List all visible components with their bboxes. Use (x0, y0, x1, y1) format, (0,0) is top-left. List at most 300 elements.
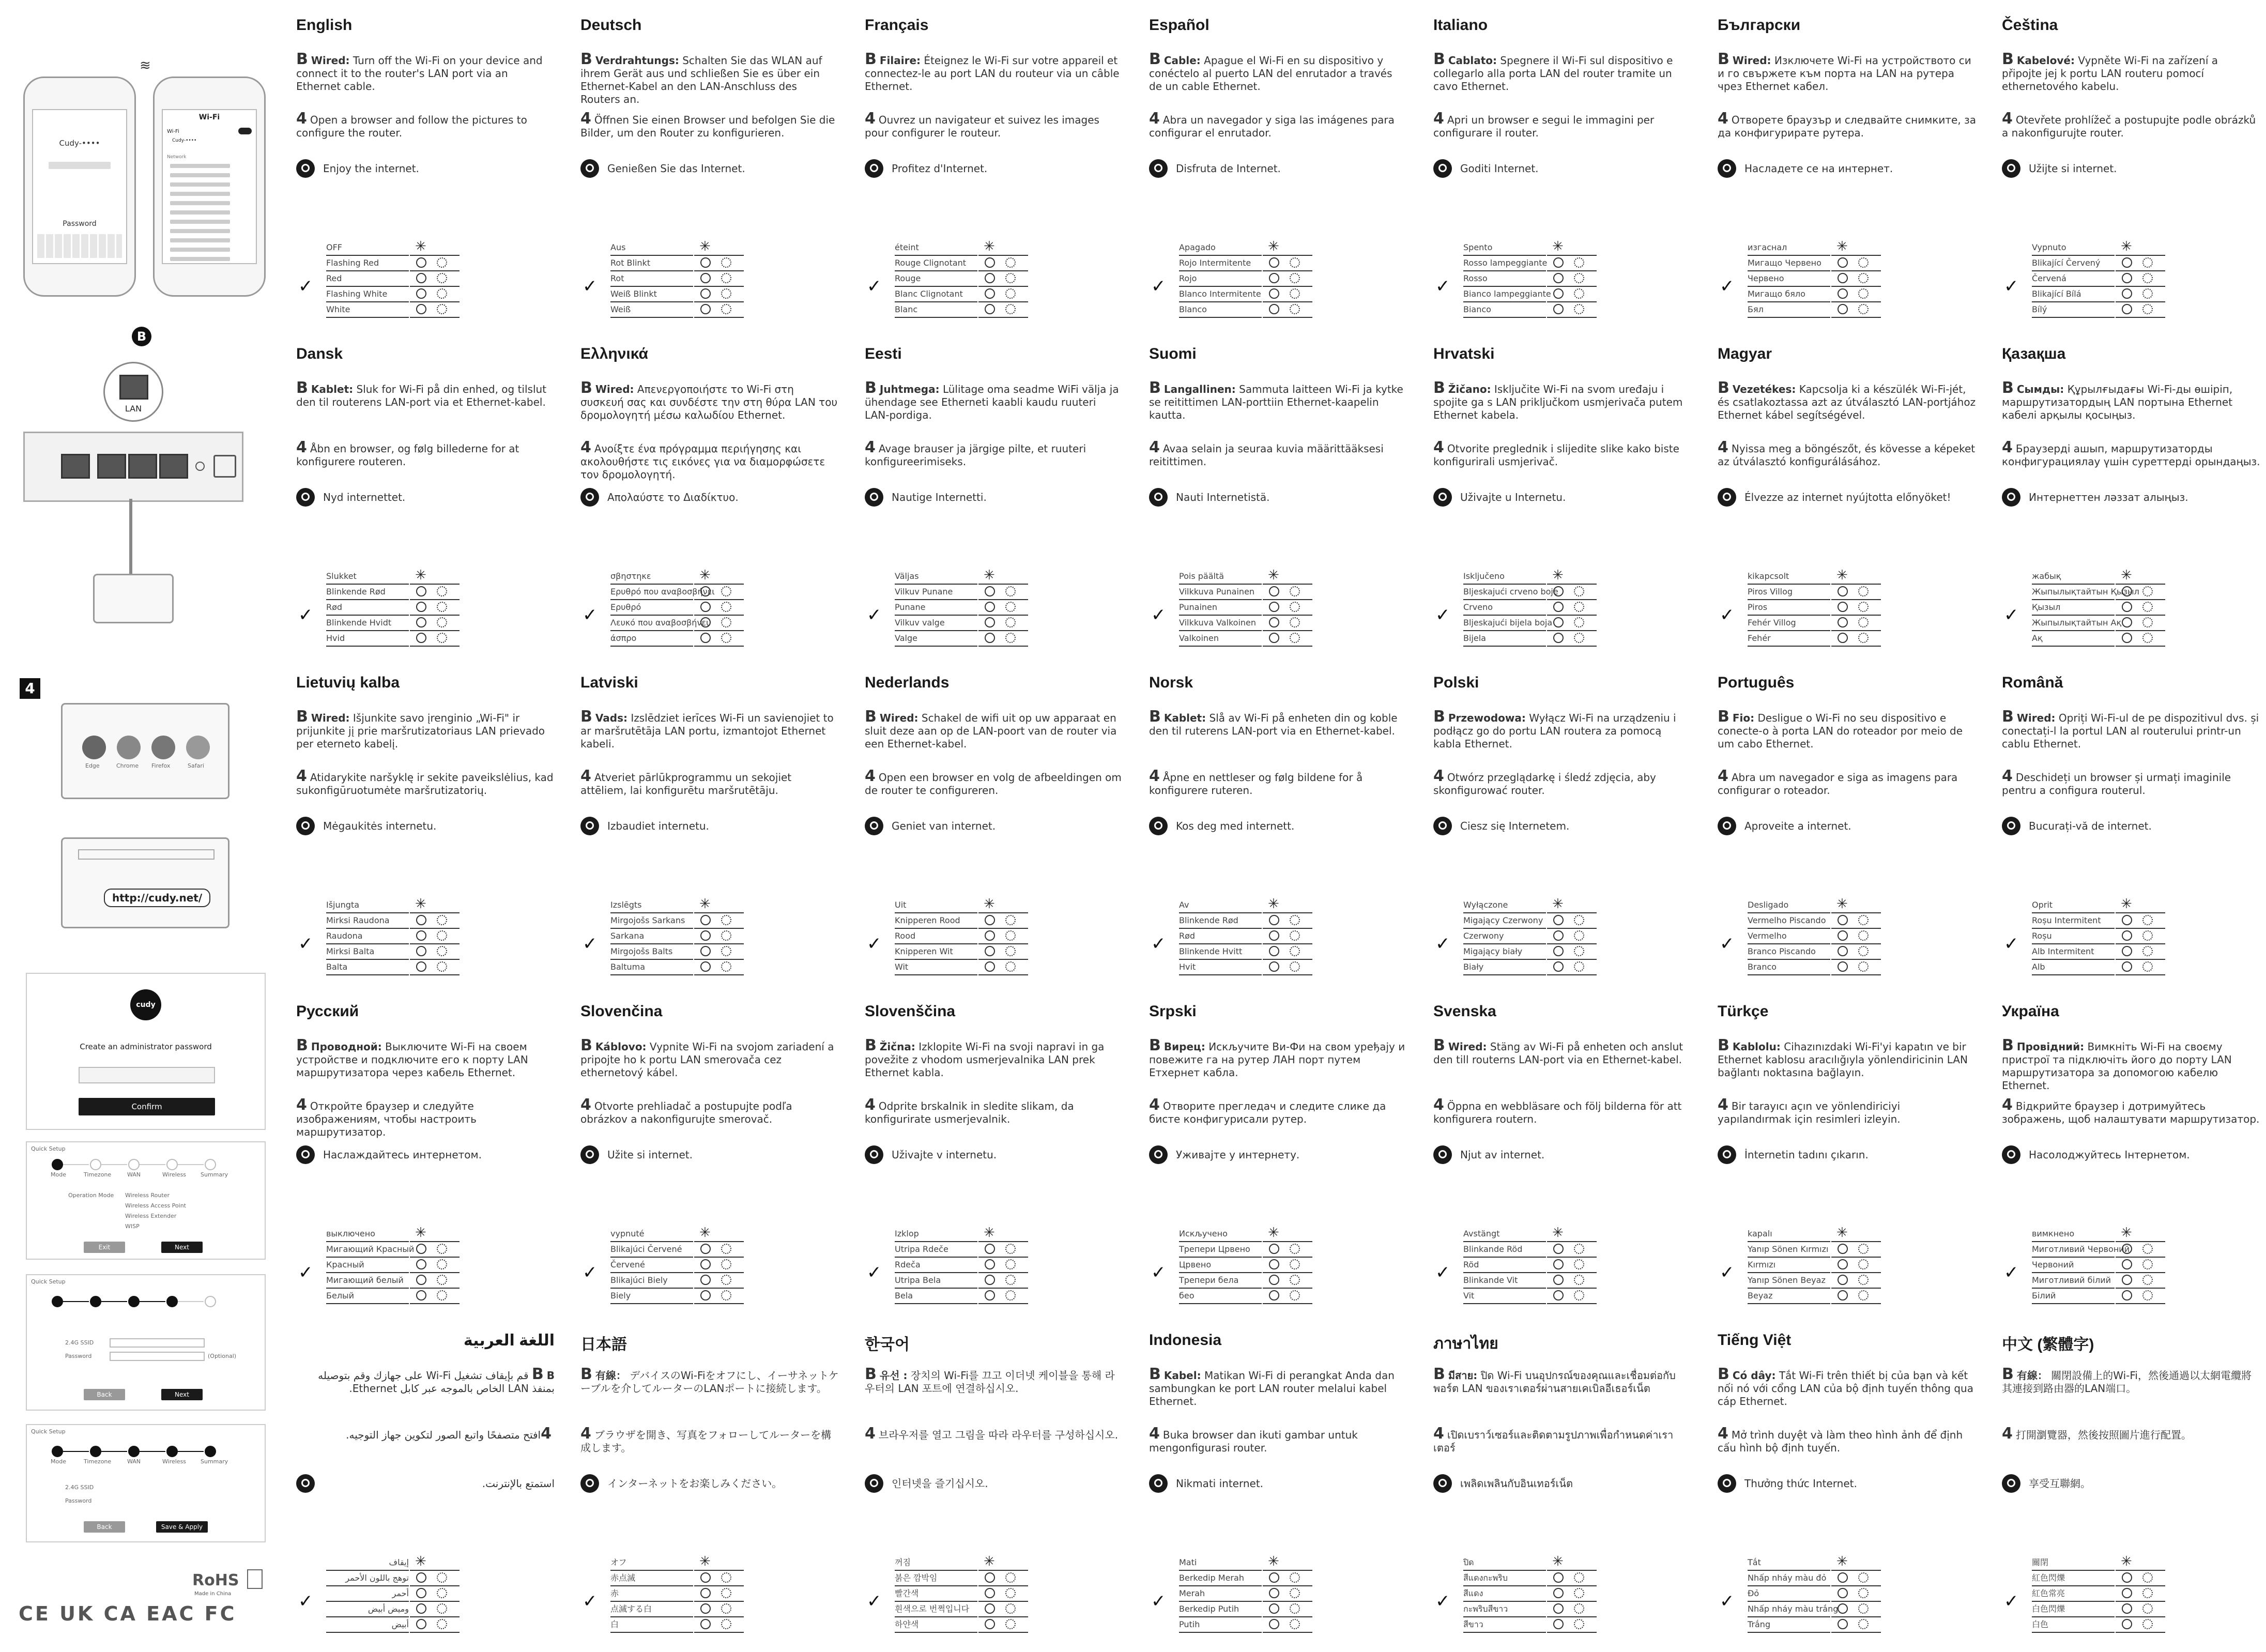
led-icons (1547, 1570, 1597, 1586)
step-label: Wireless (162, 1171, 187, 1178)
led-icons (978, 944, 1028, 960)
led-status-label: Миготливий Червоний (2032, 1242, 2115, 1258)
language-section (1433, 17, 1692, 337)
led-status-row (296, 913, 555, 928)
enjoy-text: Интернеттен ләззат алыңыз. (2029, 491, 2188, 503)
enjoy-text: Genießen Sie das Internet. (607, 162, 745, 175)
wired-label: Wired: (311, 712, 350, 724)
language-section (1718, 345, 1976, 666)
led-status-row (580, 584, 839, 600)
language-section (865, 1332, 1123, 1652)
globe-icon (1838, 915, 1848, 925)
led-status-label: Mirgojošs Sarkans (610, 913, 693, 929)
enjoy-line (1433, 1476, 1692, 1491)
led-icons (694, 1570, 744, 1586)
step-4-label: 4 (1149, 767, 1160, 785)
led-status-row (865, 631, 1123, 646)
led-icons (410, 569, 460, 585)
led-icons (1263, 959, 1312, 975)
step-4-label: 4 (865, 1425, 876, 1443)
led-icons (694, 959, 744, 975)
led-icons (1263, 1617, 1312, 1633)
step-4-label: 4 (580, 110, 591, 128)
step-4-label: 4 (296, 1096, 307, 1114)
step-4-label: 4 (1433, 767, 1444, 785)
browser-instruction (1433, 112, 1692, 140)
led-off-icon: ✳ (699, 1554, 711, 1569)
language-section (865, 17, 1123, 337)
led-off-icon: ✳ (984, 1225, 995, 1241)
mode-option[interactable]: Wireless Extender (125, 1213, 177, 1219)
wired-instruction (1433, 710, 1692, 751)
globe-icon (1718, 1474, 1736, 1493)
led-icons (2116, 913, 2165, 929)
step-4-label: 4 (1149, 110, 1160, 128)
led-status-label: Mirgojošs Balts (610, 944, 693, 960)
network-row[interactable] (170, 257, 230, 261)
wired-text: Изключете Wi-Fi на устройството си и го свържете към порта на LAN на рутера чрез Ethernet кабел. (1718, 54, 1971, 93)
browser-instruction (1149, 112, 1407, 140)
led-status-label: Bílý (2032, 302, 2115, 318)
led-status-label: Vermelho (1748, 928, 1830, 944)
enjoy-text: Насладете се на интернет. (1744, 162, 1893, 175)
network-row[interactable] (170, 201, 230, 205)
led-status-label: 빨간색 (895, 1586, 977, 1602)
step-4-label: 4 (1718, 110, 1728, 128)
link-icon (1858, 1259, 1869, 1269)
language-title: 한국어 (865, 1336, 910, 1353)
led-status-label: Uit (895, 897, 977, 913)
wifi-network-selected[interactable]: Cudy-•••• (172, 138, 197, 143)
led-status-label: OFF (326, 240, 409, 256)
led-icons (1831, 944, 1881, 960)
link-icon (1005, 1275, 1016, 1285)
link-icon (1858, 915, 1869, 925)
led-icons (1263, 928, 1312, 944)
globe-icon (865, 817, 883, 835)
wifi-toggle[interactable] (238, 128, 252, 134)
link-icon (2142, 1572, 2153, 1583)
rohs-mark: RoHS (192, 1571, 239, 1589)
led-status-row (1718, 600, 1976, 615)
link-icon (1290, 1259, 1300, 1269)
wired-label: Проводной: (311, 1041, 382, 1053)
link-icon (721, 273, 731, 283)
globe-icon (2122, 1572, 2132, 1583)
network-row[interactable] (170, 164, 230, 168)
globe-icon (1838, 586, 1848, 596)
led-status-row (1149, 615, 1407, 631)
led-status-label: Wit (895, 959, 977, 975)
led-status-table (1149, 569, 1407, 646)
led-off-icon: ✳ (2121, 239, 2132, 254)
link-icon (1005, 946, 1016, 956)
led-status-row (296, 255, 555, 271)
admin-password-input[interactable] (79, 1067, 215, 1083)
led-status-row (1149, 1257, 1407, 1273)
globe-icon (2122, 946, 2132, 956)
back-button[interactable]: Back (84, 1389, 125, 1400)
led-icons (1263, 1570, 1312, 1586)
led-icons (1263, 897, 1312, 913)
led-status-row (2002, 1570, 2260, 1586)
enjoy-line (2002, 490, 2260, 504)
network-row[interactable] (170, 192, 230, 196)
mode-option[interactable]: Wireless Access Point (125, 1202, 186, 1209)
globe-icon (2122, 1259, 2132, 1269)
led-status-row (1718, 615, 1976, 631)
led-status-row (1718, 928, 1976, 944)
wired-instruction (1718, 1036, 1976, 1079)
link-icon (1005, 961, 1016, 972)
led-status-label: Rouge (895, 271, 977, 287)
led-status-table (296, 240, 555, 317)
wired-text: Құрылғыдағы Wi-Fi-ды өшіріп, маршрутизатордың LAN портына Ethernet кабелі арқылы қосыңыз. (2002, 383, 2233, 421)
step-b-label: B (1718, 379, 1729, 397)
link-icon (437, 1603, 447, 1614)
globe-icon (2122, 288, 2132, 299)
led-status-label: Weiß (610, 302, 693, 318)
led-icons (1547, 240, 1597, 256)
led-status-row (1718, 631, 1976, 646)
network-row[interactable] (170, 210, 230, 215)
link-icon (1005, 1259, 1016, 1269)
browser-text: Abra um navegador e siga as imagens para configurar o roteador. (1718, 771, 1958, 797)
led-status-row (1149, 913, 1407, 928)
led-status-row (296, 615, 555, 631)
link-icon (1005, 930, 1016, 941)
globe-icon (985, 1275, 995, 1285)
led-off-icon: ✳ (699, 896, 711, 912)
wired-instruction (865, 1036, 1123, 1079)
led-icons (978, 913, 1028, 929)
led-icons (1263, 913, 1312, 929)
led-icons (978, 255, 1028, 271)
wired-text: Wyłącz Wi-Fi na urządzeniu i podłącz go do portu LAN routera za pomocą kabla Ethernet. (1433, 712, 1676, 750)
globe-icon (1838, 946, 1848, 956)
enjoy-text: Profitez d'Internet. (892, 162, 988, 175)
led-status-row (865, 600, 1123, 615)
browser-instruction (2002, 1098, 2260, 1126)
led-status-row (296, 1601, 555, 1617)
confirm-button[interactable]: Confirm (79, 1098, 215, 1115)
led-status-row (2002, 1288, 2260, 1304)
led-status-label: Mirksi Balta (326, 944, 409, 960)
step-dot (166, 1296, 178, 1307)
mode-option[interactable]: WISP (125, 1223, 140, 1230)
led-status-row (1718, 584, 1976, 600)
wired-instruction (296, 50, 555, 93)
step-b-label: B (865, 1036, 877, 1054)
checkmark-icon: ✓ (867, 1591, 882, 1612)
led-status-label: выключено (326, 1226, 409, 1242)
browser-instruction (865, 1098, 1123, 1126)
checkmark-icon: ✓ (583, 1262, 598, 1283)
quick-setup-summary (26, 1424, 266, 1542)
led-status-row (1149, 1555, 1407, 1570)
link-icon (1005, 602, 1016, 612)
globe-icon (985, 273, 995, 283)
link-icon (1290, 617, 1300, 628)
wired-label: Przewodowa: (1448, 712, 1526, 724)
led-off-icon: ✳ (699, 1225, 711, 1241)
led-status-label: Rosso lampeggiante (1463, 255, 1546, 271)
led-status-label: Ερυθρό που αναβοσβήνει (610, 584, 693, 600)
step-4-label: 4 (1718, 1096, 1728, 1114)
globe-icon (416, 930, 426, 941)
led-status-row (1433, 615, 1692, 631)
led-status-row (2002, 240, 2260, 255)
globe-icon (1838, 1572, 1848, 1583)
wired-label: Vads: (595, 712, 627, 724)
step-b-label: B (580, 708, 592, 726)
led-off-icon: ✳ (1268, 239, 1279, 254)
led-status-label: 白色 (2032, 1617, 2115, 1633)
led-icons (1263, 271, 1312, 287)
globe-icon (1149, 817, 1168, 835)
globe-icon (1838, 1275, 1848, 1285)
network-row[interactable] (170, 229, 230, 233)
led-status-label: Červené (610, 1257, 693, 1273)
link-icon (2142, 633, 2153, 643)
enjoy-line (1433, 490, 1692, 504)
link-icon (2142, 1619, 2153, 1629)
network-row[interactable] (170, 238, 230, 242)
wired-text: ปิด Wi-Fi บนอุปกรณ์ของคุณและเชื่อมต่อกับพอร์ต LAN ของเราเตอร์ผ่านสายเคเบิลอีเธอร์เน็ต (1433, 1369, 1676, 1395)
cudy-logo: cudy (130, 989, 161, 1020)
address-bar[interactable] (78, 849, 215, 860)
link-icon (437, 1259, 447, 1269)
globe-icon (1838, 961, 1848, 972)
led-icons (1831, 1226, 1881, 1242)
link-icon (437, 930, 447, 941)
led-status-row (580, 615, 839, 631)
led-icons (2116, 897, 2165, 913)
globe-icon (1718, 1145, 1736, 1164)
globe-icon (700, 304, 711, 314)
step-dot (128, 1159, 140, 1170)
led-icons (978, 240, 1028, 256)
led-status-row (1433, 255, 1692, 271)
browser-instruction (296, 438, 555, 468)
led-status-row (1433, 1226, 1692, 1242)
wired-text: Вимкніть Wi-Fi на своєму пристрої та підключіть його до порту LAN маршрутизатора за допомогою кабелю Ethernet. (2002, 1041, 2232, 1092)
save-apply-button[interactable]: Save & Apply (156, 1521, 208, 1533)
led-icons (410, 302, 460, 318)
globe-icon (416, 946, 426, 956)
led-status-label: 關閉 (2032, 1555, 2115, 1571)
language-section (1149, 345, 1407, 666)
led-icons (1547, 569, 1597, 585)
led-status-row (865, 1257, 1123, 1273)
enjoy-line (865, 1476, 1123, 1491)
link-icon (1858, 257, 1869, 268)
led-status-row (2002, 1617, 2260, 1632)
globe-icon (1553, 617, 1564, 628)
led-status-row (580, 569, 839, 584)
led-status-row (2002, 271, 2260, 286)
password-input[interactable] (110, 1352, 205, 1361)
globe-icon (985, 930, 995, 941)
link-icon (1574, 930, 1584, 941)
led-status-label: Білий (2032, 1288, 2115, 1304)
enjoy-line (580, 161, 839, 176)
language-title: Україна (2002, 1003, 2059, 1020)
led-icons (978, 302, 1028, 318)
led-icons (410, 1273, 460, 1289)
language-title: Srpski (1149, 1003, 1197, 1020)
step-4-label: 4 (1433, 1096, 1444, 1114)
globe-icon (2122, 1290, 2132, 1301)
enjoy-text: Ciesz się Internetem. (1460, 820, 1570, 832)
led-status-table (296, 897, 555, 975)
led-status-row (1149, 1273, 1407, 1288)
led-icons (694, 1288, 744, 1304)
led-icons (978, 584, 1028, 600)
led-icons (694, 928, 744, 944)
globe-icon (1838, 930, 1848, 941)
checkmark-icon: ✓ (583, 934, 598, 954)
led-status-label: Λευκό που αναβοσβήνει (610, 615, 693, 631)
network-row[interactable] (170, 173, 230, 177)
checkmark-icon: ✓ (583, 605, 598, 625)
browser-instruction (580, 767, 839, 797)
led-status-label: Fehér (1748, 631, 1830, 647)
link-icon (721, 961, 731, 972)
language-section (2002, 1332, 2260, 1652)
led-status-label: Izslēgts (610, 897, 693, 913)
next-button[interactable]: Next (161, 1389, 203, 1400)
led-status-label: Трепери Црвено (1179, 1242, 1262, 1258)
led-status-label: Baltuma (610, 959, 693, 975)
enjoy-text: İnternetin tadını çıkarın. (1744, 1149, 1869, 1161)
wired-instruction (2002, 50, 2260, 93)
wired-instruction (1149, 50, 1407, 93)
led-status-label: Utripa Rdeče (895, 1242, 977, 1258)
link-icon (1005, 1619, 1016, 1629)
step-b-label: B (865, 708, 877, 726)
ssid-input[interactable] (110, 1338, 205, 1348)
led-status-row (580, 271, 839, 286)
link-icon (1574, 946, 1584, 956)
led-icons (1547, 913, 1597, 929)
led-status-label: 白 (610, 1617, 693, 1633)
led-icons (1547, 1257, 1597, 1273)
wired-label: Вирец: (1163, 1041, 1205, 1053)
wired-text: قم بإيقاف تشغيل Wi-Fi على جهازك وقم بتوصيله بمنفذ LAN الخاص بالموجه عبر كابل Ethernet. (318, 1369, 555, 1395)
enjoy-text: เพลิดเพลินกับอินเทอร์เน็ต (1460, 1477, 1573, 1490)
wired-text: Izslēdziet ierīces Wi-Fi un savienojiet to ar maršrutētāja LAN portu, izmantojot Ethernet kabeli. (580, 712, 834, 750)
led-status-row (1433, 584, 1692, 600)
step-dot (52, 1159, 63, 1170)
led-status-row (865, 1601, 1123, 1617)
led-icons (978, 1586, 1028, 1602)
phone-ssid: Cudy-•••• (59, 139, 100, 148)
link-icon (1005, 304, 1016, 314)
led-status-label: Црвено (1179, 1257, 1262, 1273)
network-row[interactable] (170, 220, 230, 224)
browser-text: Ouvrez un navigateur et suivez les images pour configurer le routeur. (865, 114, 1099, 139)
browser-text: Atidarykite naršyklę ir sekite paveikslėlius, kad sukonfigūruotumėte maršrutizatorių. (296, 771, 554, 797)
enjoy-line (296, 819, 555, 833)
firefox-icon[interactable] (151, 736, 175, 759)
step-line (178, 1164, 204, 1165)
wired-instruction (1433, 50, 1692, 93)
led-status-table (580, 240, 839, 317)
globe-icon (580, 1145, 599, 1164)
link-icon (1290, 961, 1300, 972)
edge-icon[interactable] (82, 736, 106, 759)
led-status-label: Mati (1179, 1555, 1262, 1571)
led-off-icon: ✳ (1552, 1554, 1564, 1569)
wired-label: Wired: (2016, 712, 2056, 724)
led-status-label: Белый (326, 1288, 409, 1304)
led-status-label: Мигающий Красный (326, 1242, 409, 1258)
browser-text: Abra un navegador y siga las imágenes para configurar el enrutador. (1149, 114, 1395, 139)
globe-icon (296, 159, 315, 178)
globe-icon (2122, 1275, 2132, 1285)
language-section (865, 345, 1123, 666)
link-icon (1858, 1572, 1869, 1583)
enjoy-text: استمتع بالإنترنت. (482, 1477, 555, 1490)
led-status-label: Roșu (2032, 928, 2115, 944)
network-row[interactable] (170, 182, 230, 187)
led-status-row (296, 1617, 555, 1632)
step-4-label: 4 (1718, 438, 1728, 456)
enjoy-line (1149, 1476, 1407, 1491)
wired-text: Schakel de wifi uit op uw apparaat en sluit deze aan op de LAN-poort van de router via een Ethernet-kabel. (865, 712, 1117, 750)
step-line (101, 1451, 127, 1452)
globe-icon (416, 617, 426, 628)
mode-option[interactable]: Wireless Router (125, 1192, 170, 1199)
safari-icon[interactable] (186, 736, 210, 759)
network-row[interactable] (170, 248, 230, 252)
link-icon (437, 633, 447, 643)
led-status-table (1433, 569, 1692, 646)
led-status-row (296, 1273, 555, 1288)
led-status-row (1718, 1601, 1976, 1617)
back-button[interactable]: Back (84, 1521, 125, 1533)
link-icon (1005, 1244, 1016, 1254)
led-status-label: 붉은 깜박임 (895, 1570, 977, 1586)
led-icons (1831, 1586, 1881, 1602)
led-status-label: Vilkkuva Punainen (1179, 584, 1262, 600)
chrome-icon[interactable] (117, 736, 141, 759)
link-icon (437, 1290, 447, 1301)
led-status-label: 하얀색 (895, 1617, 977, 1633)
led-status-row (1149, 1617, 1407, 1632)
globe-icon (700, 1275, 711, 1285)
globe-icon (1553, 1588, 1564, 1598)
exit-button[interactable]: Exit (84, 1242, 125, 1253)
quick-setup-title: Quick Setup (31, 1145, 66, 1152)
led-status-label: Bianco (1463, 302, 1546, 318)
lan-port-3 (159, 454, 188, 479)
enjoy-line (1433, 1148, 1692, 1162)
globe-icon (985, 1619, 995, 1629)
link-icon (1574, 617, 1584, 628)
led-icons (1831, 240, 1881, 256)
led-status-label: 꺼짐 (895, 1555, 977, 1571)
led-icons (2116, 240, 2165, 256)
step-4-marker: 4 (20, 678, 40, 699)
led-icons (1831, 584, 1881, 600)
link-icon (1005, 586, 1016, 596)
next-button[interactable]: Next (161, 1242, 203, 1253)
checkmark-icon: ✓ (298, 934, 313, 954)
globe-icon (1269, 257, 1279, 268)
led-status-label: Punane (895, 600, 977, 616)
